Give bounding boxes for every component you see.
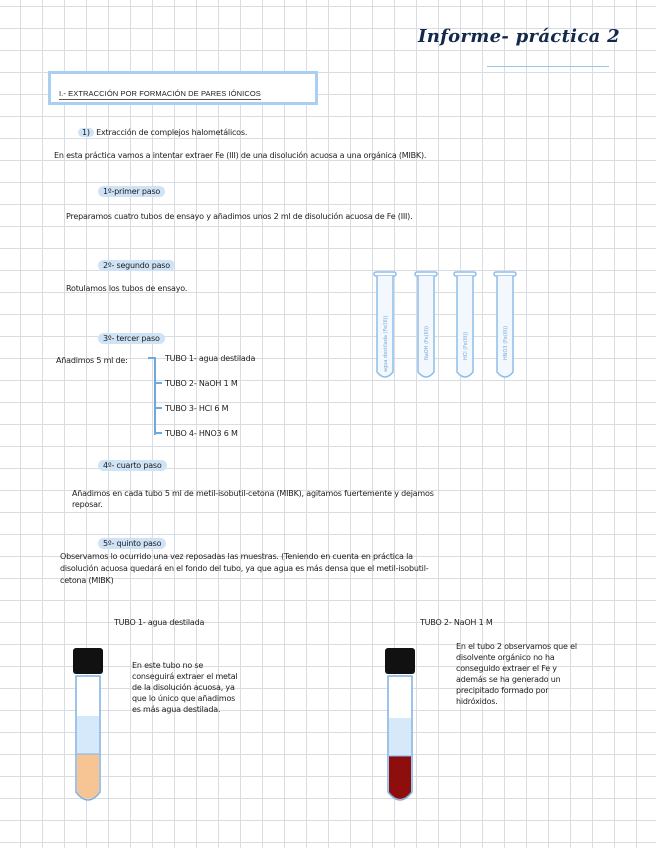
bracket-tick-2 <box>154 382 162 384</box>
step-5-label-wrap <box>98 538 166 549</box>
tube-3-label: HCl (Fe(III)) <box>463 331 469 360</box>
tube-2-aqueous-layer <box>389 756 411 799</box>
bracket-tick-4 <box>154 432 162 434</box>
test-tube-1 <box>374 272 396 377</box>
step-2-text: Rotulamos los tubos de ensayo. <box>66 284 188 293</box>
tube-2-organic-layer <box>389 718 411 756</box>
tube-1-organic-layer <box>77 716 99 754</box>
tube-1-aqueous-layer <box>77 754 99 799</box>
result-tube-2-illustration <box>382 646 418 808</box>
step-5-text-line-2: disolución acuosa quedará en el fondo del tubo, ya que agua es más densa que el metil-isobutil- <box>60 564 429 573</box>
section-title-box <box>48 71 318 105</box>
tube-list-item: TUBO 1- agua destilada <box>165 354 256 363</box>
step-2-label-wrap <box>98 260 175 271</box>
tube-4-label: HNO3 (Fe(III)) <box>503 325 509 360</box>
step-4-text-line-2: reposar. <box>72 500 103 509</box>
tube-1-cap <box>73 648 103 674</box>
subtitle-text: Extracción de complejos halometálicos. <box>96 128 248 137</box>
result-tube-1-title: TUBO 1- agua destilada <box>114 618 205 627</box>
result-tube-1-line: es más agua destilada. <box>132 705 221 714</box>
step-1-label: 1º-primer paso <box>98 186 165 197</box>
step-1-label-wrap <box>98 186 165 197</box>
step-1-text: Preparamos cuatro tubos de ensayo y añadimos unos 2 ml de disolución acuosa de Fe (III). <box>66 212 413 221</box>
step-5-text-line-3: cetona (MIBK) <box>60 576 114 585</box>
section-title: I.- EXTRACCIÓN POR FORMACIÓN DE PARES IÓNICOS <box>59 89 261 98</box>
result-tube-2-line: En el tubo 2 observamos que el <box>456 642 577 651</box>
tube-list-item: TUBO 2- NaOH 1 M <box>165 379 238 388</box>
result-tube-2-line: hidróxidos. <box>456 697 498 706</box>
step-3-label: 3º- tercer paso <box>98 333 165 344</box>
result-tube-1-line: conseguirá extraer el metal <box>132 672 238 681</box>
result-tube-1-illustration <box>70 646 106 808</box>
result-tube-2-line: conseguido extraer el Fe y <box>456 664 557 673</box>
title-underline <box>487 66 609 67</box>
result-tube-1-line: de la disolución acuosa, ya <box>132 683 235 692</box>
bracket-tick-3 <box>154 407 162 409</box>
step-5-text-line-1: Observamos lo ocurrido una vez reposadas las muestras. (Teniendo en cuenta en práctica la <box>60 552 413 561</box>
bracket-tick-1 <box>148 357 156 359</box>
test-tube-3 <box>454 272 476 377</box>
result-tube-1-line: que lo único que añadimos <box>132 694 236 703</box>
result-tube-2-line: precipitado formado por <box>456 686 549 695</box>
tube-list-item: TUBO 4- HNO3 6 M <box>165 429 238 438</box>
result-tube-2-desc <box>456 641 577 707</box>
intro-text: En esta práctica vamos a intentar extraer Fe (III) de una disolución acuosa a una orgánica (MIBK). <box>54 151 427 160</box>
step-4-text-line-1: Añadimos en cada tubo 5 ml de metil-isobutil-cetona (MIBK), agitamos fuertemente y dejamos <box>72 489 434 498</box>
bracket-line <box>154 357 156 435</box>
test-tubes-illustration <box>366 268 526 388</box>
result-tube-1-desc <box>132 660 237 715</box>
step-3-prefix: Añadimos 5 ml de: <box>56 356 128 365</box>
step-2-label: 2º- segundo paso <box>98 260 175 271</box>
subtitle-number: 1) <box>78 128 94 137</box>
result-tube-2-line: además se ha generado un <box>456 675 561 684</box>
step-5-label: 5º- quinto paso <box>98 538 166 549</box>
tube-1-label: agua destilada (Fe(III)) <box>383 315 389 372</box>
subtitle <box>78 127 247 138</box>
result-tube-2-line: disolvente orgánico no ha <box>456 653 555 662</box>
tube-list-item: TUBO 3- HCl 6 M <box>165 404 229 413</box>
step-4-label-wrap <box>98 460 167 471</box>
page-title: Informe- práctica 2 <box>418 26 620 47</box>
tube-2-label: NaOH (Fe(III)) <box>424 326 430 360</box>
test-tube-2 <box>415 272 437 377</box>
step-4-label: 4º- cuarto paso <box>98 460 167 471</box>
test-tube-4 <box>494 272 516 377</box>
tube-2-cap <box>385 648 415 674</box>
step-3-label-wrap <box>98 333 165 344</box>
result-tube-2-title: TUBO 2- NaOH 1 M <box>420 618 493 627</box>
result-tube-1-line: En este tubo no se <box>132 661 204 670</box>
